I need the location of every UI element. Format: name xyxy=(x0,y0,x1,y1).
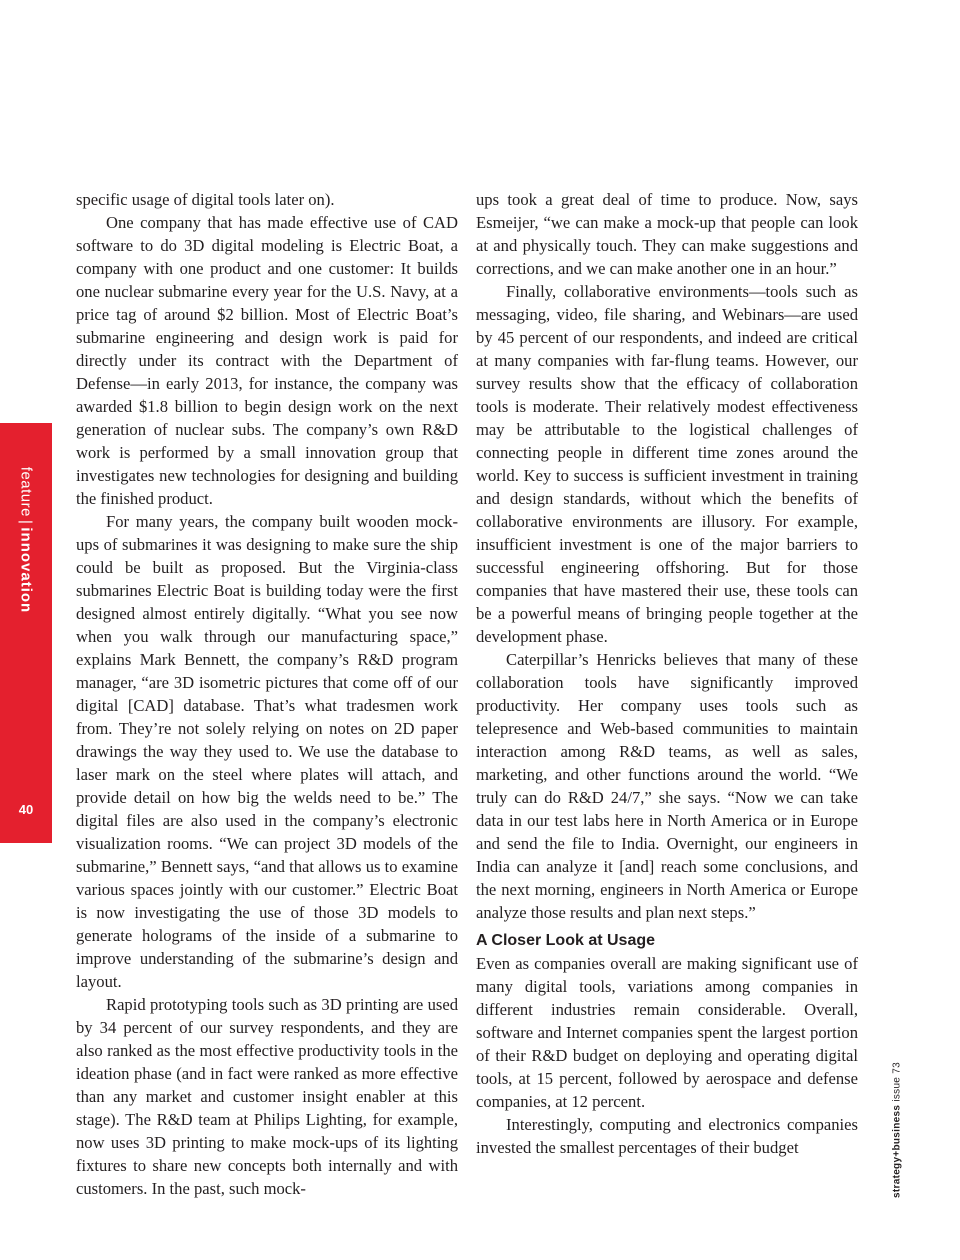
section-topic: innovation xyxy=(17,527,35,614)
publication-name: strategy+business xyxy=(891,1104,903,1198)
section-heading: A Closer Look at Usage xyxy=(476,932,656,949)
paragraph: For many years, the company built wooden mock-ups of submarines it was designing to make sure the ship could be built as proposed. But the Virginia-class submarines Electric Boat is building today were the first designed almost entirely digitally. “What you see now when you walk through our manufacturing space,” explains Mark Bennett, the company’s R&D program manager, “are 3D isometric pictures that come off of our digital [CAD] database. That’s what tradesmen work from. They’re not solely relying on notes on 2D paper drawings the way they used to. We use the database to laser mark on the steel where plates will attach, and provide detail on how big the welds need to be.” The digital files are also used in the company’s electronic visualization rooms. “We can project 3D models of the submarine,” Bennett says, “and that allows us to examine various spaces jointly with our customer.” Electric Boat is now investigating the use of those 3D models to generate holograms of the inside of a submarine to improve understanding of the submarine’s design and layout. xyxy=(76,512,458,991)
paragraph: Rapid prototyping tools such as 3D printing are used by 34 percent of our survey respondents, and they are also ranked as the most effective productivity tools in the ideation phase (and in fact were ranked as more effective than any market and customer insight enabler at this stage). The R&D team at Philips Lighting, for example, now uses 3D printing to make mock-ups of its lighting fixtures to share new concepts both internally and with customers. In the past, such mock- xyxy=(76,995,458,1198)
running-footer xyxy=(892,1062,903,1198)
issue-number: issue 73 xyxy=(891,1062,903,1102)
right-column xyxy=(476,188,858,1159)
paragraph: specific usage of digital tools later on). xyxy=(76,190,335,209)
page-number: 40 xyxy=(18,802,34,817)
paragraph: ups took a great deal of time to produce. Now, says Esmeijer, “we can make a mock-up that people can look at and physically touch. They can make suggestions and corrections, and we can make another one in an hour.” xyxy=(476,190,858,278)
paragraph: Interestingly, computing and electronics companies invested the smallest percentages of their budget xyxy=(476,1115,858,1157)
left-column xyxy=(76,188,458,1200)
paragraph: Even as companies overall are making significant use of many digital tools, variations among companies in different industries remain considerable. Overall, software and Internet companies spent the largest portion of their R&D budget on deploying and operating digital tools, at 15 percent, followed by aerospace and defense companies, at 12 percent. xyxy=(476,954,858,1111)
section-label xyxy=(18,467,35,613)
paragraph: Caterpillar’s Henricks believes that many of these collaboration tools have significantly improved productivity. Her company uses tools such as telepresence and Web-based communities to maintain interaction among R&D teams, as well as sales, marketing, and other functions around the world. “We truly can do R&D 24/7,” she says. “Now we can take data in our test labs here in North America or in Europe and send the file to India. Overnight, our engineers in India can analyze it [and] reach some conclusions, and the next morning, engineers in North America or Europe analyze those results and plan next steps.” xyxy=(476,650,858,922)
section-separator: | xyxy=(17,519,35,525)
section-name: feature xyxy=(17,466,35,517)
paragraph: One company that has made effective use of CAD software to do 3D digital modeling is Electric Boat, a company with one product and one customer: It builds one nuclear submarine every year for the U.S. Navy, at a price tag of around $2 billion. Most of Electric Boat’s submarine engineering and design work is paid for directly under its contract with the Department of Defense—in early 2013, for instance, the company was awarded $1.8 billion to begin design work on the next generation of nuclear subs. The company’s own R&D work is performed by a small innovation group that investigates new technologies for designing and building the finished product. xyxy=(76,213,458,508)
paragraph: Finally, collaborative environments—tools such as messaging, video, file sharing, and Webinars—are used by 45 percent of our respondents, and indeed are critical at many companies with far-flung teams. However, our survey results show that the efficacy of collaboration tools is moderate. Their relatively modest effectiveness may be attributable to the logistical challenges of connecting people in different time zones around the world. Key to success is sufficient investment in training and design standards, without which the benefits of collaborative environments are illusory. For example, insufficient investment is one of the major barriers to successful engineering offshoring. But for those companies that have mastered their use, these tools can be a powerful means of bringing people together at the development phase. xyxy=(476,282,858,646)
